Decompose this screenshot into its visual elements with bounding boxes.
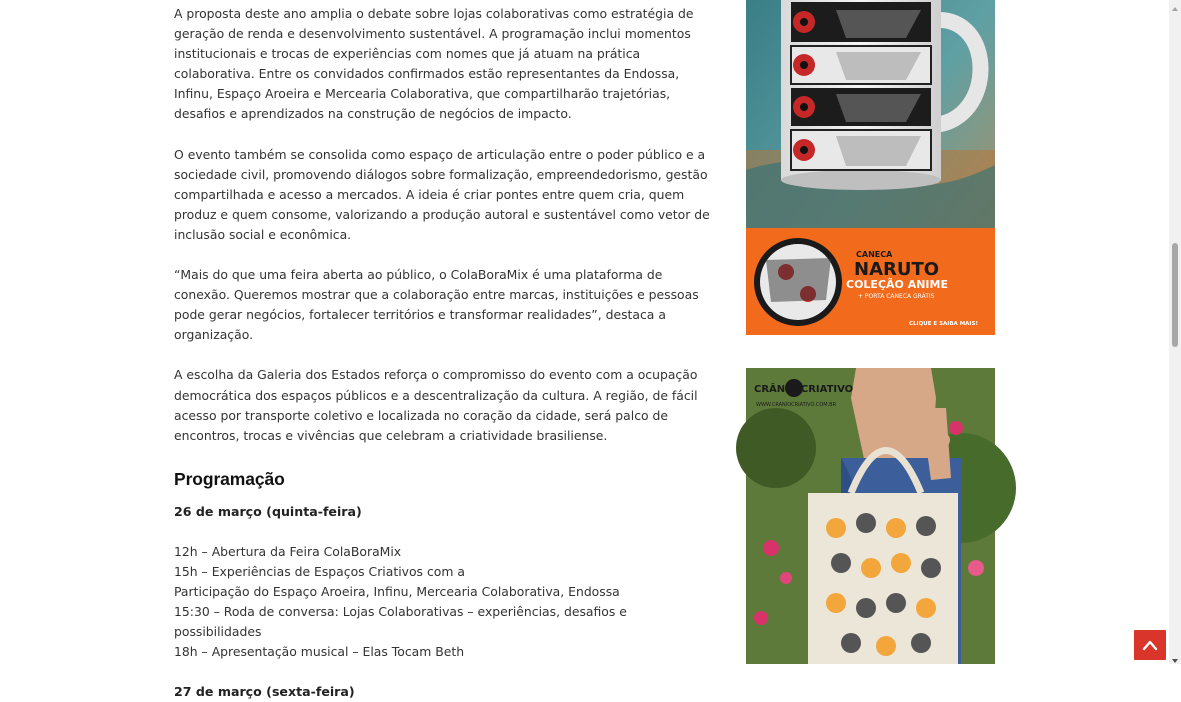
schedule-item: 15h – Experiências de Espaços Criativos com a [174, 563, 465, 579]
scroll-up-arrow-icon[interactable] [1169, 0, 1181, 12]
article-body [174, 4, 714, 702]
chevron-up-icon [1142, 639, 1158, 651]
paragraph: O evento também se consolida como espaço de articulação entre o poder público e a sociedade civil, promovendo diálogos sobre formalização, empreendedorismo, gestão compartilhada e acesso a mercados. A ideia é criar pontes entre quem cria, quem produz e quem consome, valorizando a produção autoral e sustentável como vetor de inclusão social e econômica. [174, 146, 710, 242]
back-to-top-button[interactable] [1134, 630, 1166, 660]
paragraph: A escolha da Galeria dos Estados reforça o compromisso do evento com a ocupação democrática dos espaços públicos e a descentralização da cultura. A região, de fácil acesso por transporte coletivo e localizada no coração da cidade, será palco de encontros, trocas e vivências que celebram a criatividade brasiliense. [174, 367, 698, 443]
scroll-down-arrow-icon[interactable] [1169, 652, 1181, 664]
paragraph: A proposta deste ano amplia o debate sobre lojas colaborativas como estratégia de geração de renda e desenvolvimento sustentável. A programação inclui momentos institucionais e trocas de experiências com nomes que já atuam na prática colaborativa. Entre os convidados confirmados estão representantes da Endossa, Infinu, Espaço Aroeira e Mercearia Colaborativa, que compartilharão trajetórias, desafios e aprendizados na construção de negócios de impacto. [174, 6, 694, 122]
ad-label-big: NARUTO [854, 259, 940, 280]
day-1-title: 26 de março (quinta-feira) [174, 503, 362, 519]
ad-brand: CRÂNIO CRIATIVO [754, 384, 854, 395]
day-2-title: 27 de março (sexta-feira) [174, 684, 355, 700]
ad-naruto-mug[interactable] [746, 0, 995, 335]
ad-url: WWW.CRANIOCRIATIVO.COM.BR [756, 402, 837, 408]
paragraph-quote: “Mais do que uma feira aberta ao público, o ColaBoraMix é uma plataforma de conexão. Queremos mostrar que a colaboração entre marcas, instituições e pessoas pode gerar negócios, fortalecer territórios e transformar realidades”, destaca a organização. [174, 267, 699, 343]
section-title-programacao: Programação [174, 468, 285, 489]
scroll-thumb[interactable] [1172, 243, 1178, 347]
ad-cta: CLIQUE E SAIBA MAIS! [909, 321, 978, 327]
schedule-item: 15:30 – Roda de conversa: Lojas Colaborativas – experiências, desafios e possibilidades [174, 604, 627, 640]
schedule-item: Participação do Espaço Aroeira, Infinu, Mercearia Colaborativa, Endossa [174, 583, 620, 599]
vertical-scrollbar[interactable] [1169, 0, 1181, 664]
ad-tote-bag[interactable] [746, 368, 995, 664]
schedule-day-1 [174, 542, 714, 663]
ad-label-small: CANECA [856, 250, 893, 259]
ad-label-sub: COLEÇÃO ANIME [846, 278, 948, 291]
ad-label-extra: + PORTA CANECA GRÁTIS [858, 293, 935, 300]
schedule-item: 12h – Abertura da Feira ColaBoraMix [174, 543, 402, 559]
tote-ad-image [746, 368, 995, 664]
schedule-item: 18h – Apresentação musical – Elas Tocam Beth [174, 644, 465, 660]
mug-ad-image [746, 0, 995, 335]
